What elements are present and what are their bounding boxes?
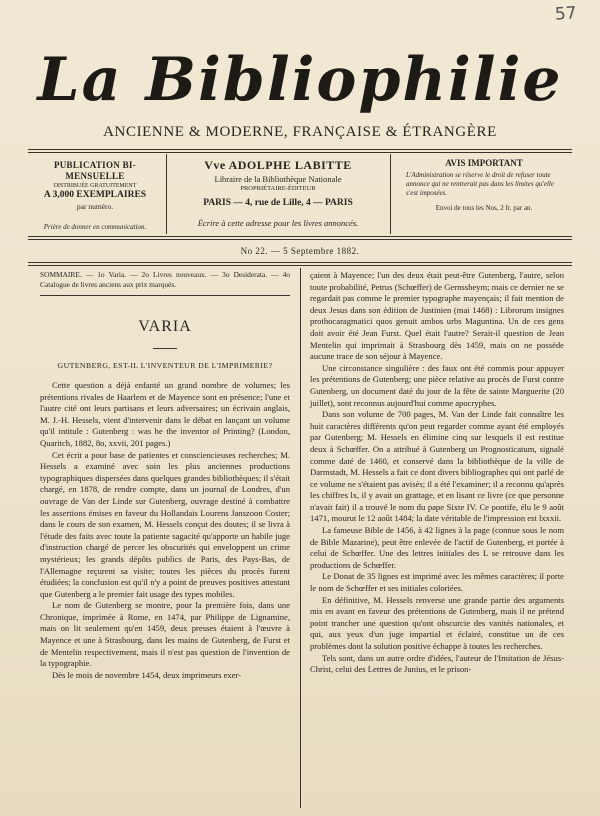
- sommaire-rule: [40, 295, 290, 296]
- notice-box: [396, 158, 572, 212]
- varia-rule: [153, 348, 177, 349]
- paragraph: Dans son volume de 700 pages, M. Van der Linde fait connaître les huit caractères différents qu'on peut regarder comme ayant été employés par Gutenberg; M. Hessels en élimine cinq sur lesquels il est restitue deux à Schœffer. On a attribué à Gutenberg un Prognosticatum, signalé comme daté de 1460, et conservé dans la bibliothèque de la ville de Darmstadt, M. Hessels a fait ce dont divers bibliographes qui ont parlé de ce volume ne s'étaient pas avisés; il a été l'examiner; il a reconnu qu'après les chiffres lx, il y avait un grattage, et en lisant ce livre (ce que personne n'avait fait) il a trouvé le nom du pape Sixte IV. Ce pontife, élu le 9 août 1471, mourut le 12 août 1484; la date véritable de l'impression est lxxxii.: [310, 409, 564, 524]
- paragraph: çaient à Mayence; l'un des deux était peut-être Gutenberg, l'autre, selon toute probabilité, Petrus (Schœffer) de Gernssheym; mais ce dernier ne se regardait pas comme le premier typographe mayençais; il fait mention de deux Jesus dans son édition de Justinien (mai 1468) : Librorum insignes prothocaragmatici quos genuit ambos urbs Maguntina. Un de ces gens doit avoir été Jean Furst. Quel était l'autre? Serait-il question de Jean Mentelin qui imprimait à Strasbourg dès 1459, mais on ne possède aucune trace de son séjour à Mayence.: [310, 270, 564, 362]
- publisher-title: Libraire de la Bibliothèque Nationale: [214, 174, 342, 184]
- column-divider: [300, 268, 301, 808]
- left-column-text: [40, 380, 290, 681]
- masthead-title: La Bibliophilie: [37, 45, 563, 115]
- print-run: A 3,000 EXEMPLAIRES: [43, 190, 147, 200]
- header-top-rule-2: [28, 152, 572, 153]
- issue-line: No 22. — 5 Septembre 1882.: [240, 246, 360, 256]
- publication-frequency: PUBLICATION BI-MENSUELLE: [53, 160, 137, 182]
- sommaire: SOMMAIRE. — 1o Varia. — 2o Livres nouveaux. — 3o Desiderata. — 4o Catalogue de livres anciens aux prix marqués.: [40, 270, 290, 289]
- varia-heading: VARIA: [138, 318, 192, 335]
- publisher-note: Écrire à cette adresse pour les livres annoncés.: [197, 217, 359, 228]
- article-title: GUTENBERG, EST-IL L'INVENTEUR DE L'IMPRIMERIE?: [57, 361, 273, 370]
- left-column: [40, 270, 290, 681]
- paragraph: Le nom de Gutenberg se montre, pour la première fois, dans une Chronique, imprimée à Rome, en 1474, par Philippe de Lignamine, mais on lit seulement qu'en 1459, deux presses étaient à l'œuvre à Mayence et une à Strasbourg, dans les mains de Gutenberg, de Furst et de Mentelin respectivement, mais il n'est pas question de l'invention de la typographie.: [40, 600, 290, 669]
- subscription-note: Envoi de tous les Nos, 2 fr. par an.: [435, 203, 533, 212]
- notice-heading: AVIS IMPORTANT: [445, 158, 523, 168]
- header-bottom-rule: [28, 236, 572, 237]
- header-top-rule: [28, 149, 572, 150]
- paragraph: Dès le mois de novembre 1454, deux imprimeurs exer-: [52, 669, 242, 680]
- publisher-box: [172, 158, 384, 228]
- publication-info-box: [30, 160, 160, 232]
- paragraph: Cette question a déjà enfanté un grand nombre de volumes; les prétentions rivales de Haarlem et de Mayence sont en présence; l'une et l'autre cité ont leurs partisans et leurs adversaires; un écrivain anglais, M. J.-H. Hessels, vient d'intervenir dans le débat en lançant un volume qu'il intitule : Gutenberg : was he the inventor of Printing? (London, Quaritch, 1882, 8o, xxvii, 201 pages.): [40, 380, 290, 448]
- circulation-request: Prière de donner en communication.: [43, 223, 147, 232]
- distribution-note: DISTRIBUÉE GRATUITEMENT: [53, 182, 137, 189]
- paragraph: Cet écrit a pour base de patientes et consciencieuses recherches; M. Hessels a examiné avec soin les plus anciennes productions typographiques dispersées dans quelques grandes bibliothèques; il s'était chargé, en 1878, de rendre compte, dans un journal de Londres, d'un ouvrage de Van der Linde sur Gutenberg, ouvrage destiné à combattre les assertions émises en faveur du Hollandais Lourens Janszoon Coster; dans le cours de son examen, M. Hessels conçut des doutes; il se livra à l'étude des faits avec toute la patiente sagacité qu'apporte un habile juge d'instruction chargé de percer les obscurités qui enveloppent un crime mystérieux; les grands dépôts publics de Paris, des Pays-Bas, de l'Allemagne reçurent sa visite; toutes les pièces du procès furent étudiées; la conclusion est qu'il n'y a point de preuves positives attestant que Gutenberg a le premier fait usage des types mobiles.: [40, 449, 290, 599]
- paragraph: La fameuse Bible de 1456, à 42 lignes à la page (connue sous le nom de Bible Mazarine), peut être enlevée de l'actif de Gutenberg, et portée à celui de Schœffer. Une des lettres initiales des L se retrouve dans les productions de Schœffer.: [310, 525, 564, 570]
- issue-rule-2: [28, 265, 572, 266]
- paragraph: Une circonstance singulière : des faux ont été commis pour appuyer les prétentions de Gutenberg; une pièce relative au procès de Furst contre Gutenberg, un document daté du jour de la fête de sainte Marguerite (20 juillet), sont reconnus aujourd'hui comme apocryphes.: [310, 362, 564, 408]
- publisher-name: Vve ADOLPHE LABITTE: [204, 158, 352, 172]
- right-column-text: [310, 270, 564, 676]
- publisher-role: PROPRIÉTAIRE-ÉDITEUR: [240, 184, 316, 192]
- paragraph: Le Donat de 35 lignes est imprimé avec les mêmes caractères; il porte le nom de Schœffer et ses initiales coloriées.: [310, 571, 564, 594]
- header-bottom-rule-2: [28, 239, 572, 240]
- paragraph: Tels sont, dans un autre ordre d'idées, l'auteur de l'Imitation de Jésus-Christ, celui des Lettres de Junius, et le prison-: [310, 652, 564, 675]
- box-divider-right: [390, 154, 391, 234]
- issue-rule: [28, 262, 572, 263]
- per-issue-note: par numéro.: [76, 201, 114, 211]
- publisher-address: PARIS — 4, rue de Lille, 4 — PARIS: [203, 197, 353, 208]
- paragraph: En définitive, M. Hessels renverse une grande partie des arguments mis en avant en faveur des prétentions de Gutenberg, mais il ne prétend point trancher une question qu'ont obscurcie des vanités nationales, et qui, aux yeux d'un juge impartial et éclairé, constitue un de ces problèmes dont la solution positive échappe à toutes les recherches.: [310, 594, 564, 651]
- box-divider-left: [166, 154, 167, 234]
- folio-number: 57: [554, 3, 578, 25]
- masthead-subtitle: ANCIENNE & MODERNE, FRANÇAISE & ÉTRANGÈRE: [103, 124, 497, 140]
- notice-text: L'Administration se réserve le droit de refuser toute annonce qui ne rentrerait pas dans les limites qu'elle s'est imposées.: [406, 171, 554, 197]
